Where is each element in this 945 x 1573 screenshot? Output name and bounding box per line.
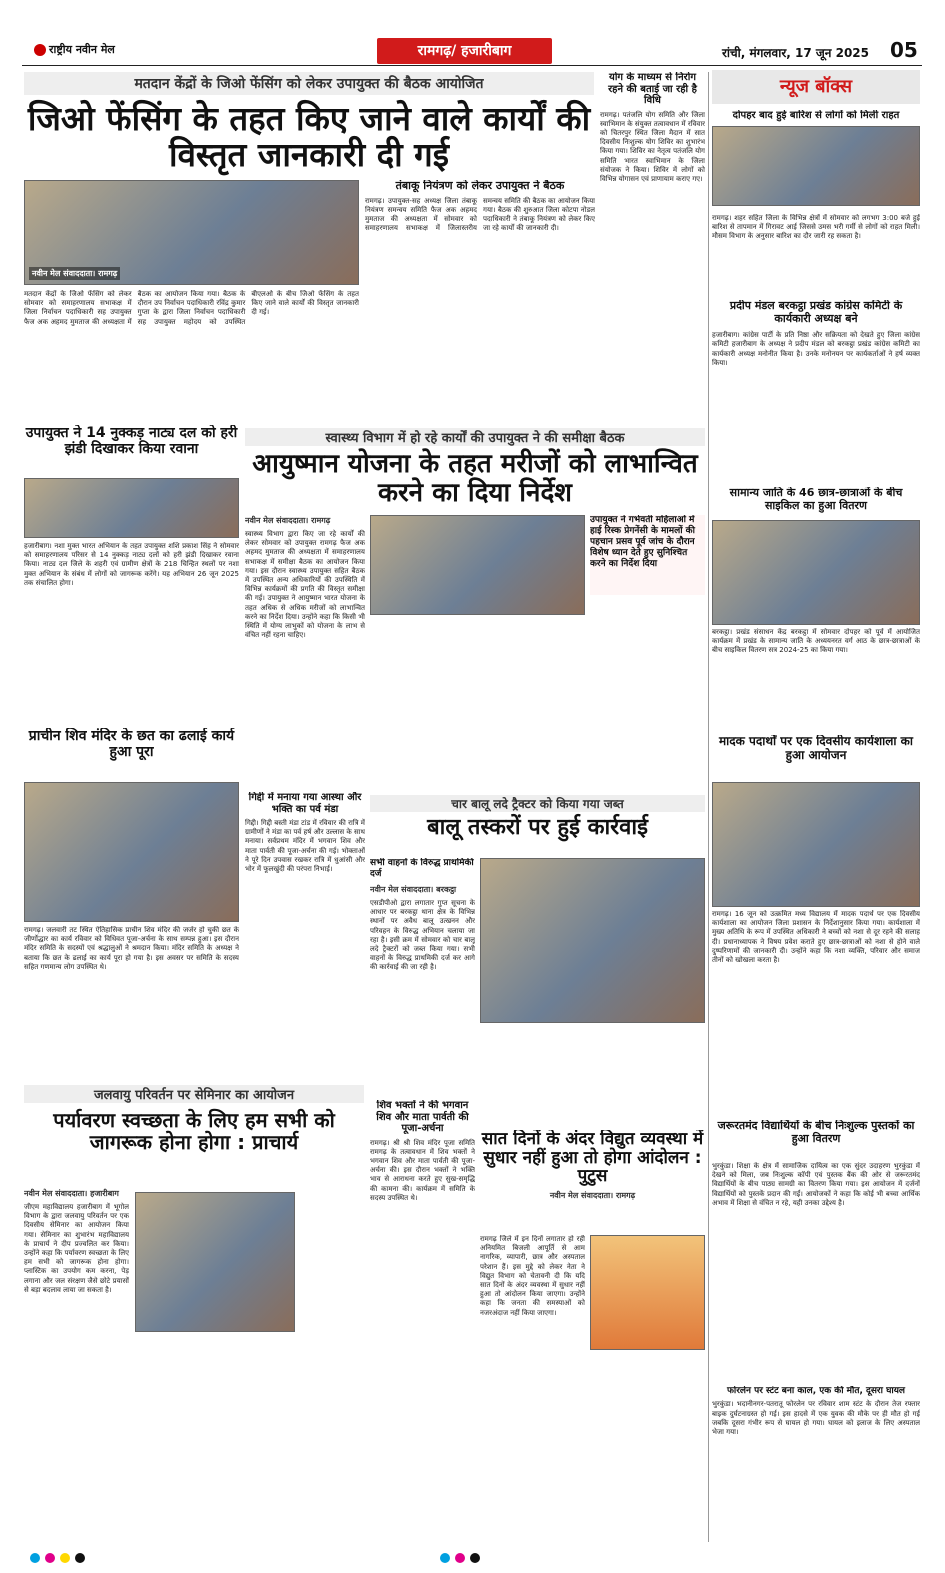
balu-headline: बालू तस्करों पर हुई कार्रवाई	[427, 815, 648, 840]
mandir-headline: शिव भक्तों ने की भगवान शिव और माता पार्वती की पूजा-अर्चना	[376, 1100, 469, 1134]
reg-mark-yellow	[60, 1553, 70, 1563]
accident-story	[712, 1386, 920, 1536]
balu-photo	[480, 858, 705, 1023]
jalvayu-headline: पर्यावरण स्वच्छता के लिए हम सभी को जागरूक होना होगा : प्राचार्य	[53, 1108, 335, 1154]
madak-headline: मादक पदार्थों पर एक दिवसीय कार्यशाला का हुआ आयोजन	[718, 735, 914, 762]
vidyut-byline: नवीन मेल संवाददाता। रामगढ़	[549, 1191, 636, 1201]
madak-header	[712, 735, 920, 780]
balu-kicker: चार बालू लदे ट्रैक्टर को किया गया जब्त	[370, 795, 705, 812]
accident-body: भुरकुंडा। भदानीनगर-पतरातू फोरलेन पर रविवार शाम स्टंट के दौरान तेज रफ्तार बाइक दुर्घटनाग्रस्त हो गई। इस हादसे में एक युवक की मौके पर ही मौत हो गई जबकि दूसरा गंभीर रूप से घायल हो गया। घायल को इलाज के लिए अस्पताल भेजा गया।	[712, 1400, 920, 1436]
brand	[34, 42, 115, 57]
vidyut-body: रामगढ़ जिले में इन दिनों लगातार हो रही अनियमित बिजली आपूर्ति से आम नागरिक, व्यापारी, छात्र और अस्पताल परेशान हैं। इस मुद्दे को लेकर नेता ने विद्युत विभाग को चेतावनी दी कि यदि सात दिनों के अंदर व्यवस्था में सुधार नहीं हुआ तो आंदोलन किया जाएगा। उन्होंने कहा कि जनता की समस्याओं को नजरअंदाज नहीं किया जाएगा।	[480, 1235, 585, 1317]
rain-photo	[712, 126, 920, 206]
brand-logo-icon	[34, 44, 46, 56]
jalvayu-byline: नवीन मेल संवाददाता। हजारीबाग	[24, 1189, 119, 1198]
header-rule	[22, 65, 922, 66]
reg-mark-cyan-2	[440, 1553, 450, 1563]
ayushman-kicker: स्वास्थ्य विभाग में हो रहे कार्यों की उपायुक्त ने की समीक्षा बैठक	[245, 428, 705, 446]
vidyut-header	[480, 1130, 705, 1230]
newsbox-title	[712, 70, 920, 104]
reg-mark-cyan	[30, 1553, 40, 1563]
pustak-body: भुरकुंडा। शिक्षा के क्षेत्र में सामाजिक दायित्व का एक सुंदर उदाहरण भुरकुंडा में देखने को मिला, जब निःशुल्क कॉपी एवं पुस्तक बैंक की ओर से जरूरतमंद विद्यार्थियों के बीच पाठ्य सामग्री का वितरण किया गया। इस आयोजन में दर्जनों विद्यार्थियों को पुस्तकें प्रदान की गईं। आयोजकों ने कहा कि कोई भी बच्चा आर्थिक अभाव में शिक्षा से वंचित न रहे, यही उनका उद्देश्य है।	[712, 1162, 920, 1207]
madak-body: रामगढ़। 16 जून को उत्क्रमित मध्य विद्यालय में मादक पदार्थ पर एक दिवसीय कार्यशाला का आयोजन जिला प्रशासन के निर्देशानुसार किया गया। कार्यशाला में मुख्य अतिथि के रूप में उपस्थित अधिकारी ने बच्चों को नशा से दूर रहने की सलाह दी। प्रधानाध्यापक ने विषय प्रवेश कराते हुए छात्र-छात्राओं को नशा से होने वाले दुष्परिणामों की जानकारी दी। उन्होंने कहा कि नशा व्यक्ति, परिवार और समाज तीनों को खोखला करता है।	[712, 910, 920, 965]
cycle-headline: सामान्य जाति के 46 छात्र-छात्राओं के बीच साइकिल का हुआ वितरण	[729, 487, 903, 512]
nukkad-photo	[24, 478, 239, 538]
shiv-photo	[24, 782, 239, 922]
date-line: रांची, मंगलवार, 17 जून 2025	[722, 46, 869, 60]
giddi-body: गिद्दी। गिद्दी बस्ती मंडा टांड में रविवार की रात्रि में ग्रामीणों ने मंडा का पर्व हर्ष और उल्लास के साथ मनाया। सर्वप्रथम मंदिर में भगवान शिव और माता पार्वती की पूजा-अर्चना की गई। भोक्ताओं ने पूरे दिन उपवास रखकर रात्रि में धुआंसी और भोर में फूलखुंदी की परंपरा निभाई।	[245, 819, 365, 874]
masthead	[22, 36, 922, 66]
congress-headline: प्रदीप मंडल बरकट्ठा प्रखंड कांग्रेस कमिटी के कार्यकारी अध्यक्ष बने	[729, 300, 903, 325]
lead-story-header	[24, 72, 594, 192]
giddi-headline: गिद्दी में मनाया गया आस्था और भक्ति का पर्व मंडा	[248, 792, 362, 815]
rain-headline: दोपहर बाद हुई बारिश से लोगों को मिली राहत	[732, 110, 900, 121]
newsbox-title-a: न्यूज	[779, 76, 809, 97]
jalvayu-body: जीएम महाविद्यालय हजारीबाग में भूगोल विभाग के द्वारा जलवायु परिवर्तन पर एक दिवसीय सेमिनार का आयोजन किया गया। सेमिनार का शुभारंभ महाविद्यालय के प्राचार्य ने दीप प्रज्वलित कर किया। उन्होंने कहा कि पर्यावरण स्वच्छता के लिए हम सभी को जागरूक होना होगा। प्लास्टिक का उपयोग कम करना, पेड़ लगाना और जल संरक्षण जैसे छोटे प्रयासों से बड़ा बदलाव लाया जा सकता है।	[24, 1203, 129, 1294]
balu-body: एसडीपीओ द्वारा लगातार गुप्त सूचना के आधार पर बरकट्ठा थाना क्षेत्र के विभिन्न स्थानों पर अवैध बालू उत्खनन और परिवहन के विरुद्ध अभियान चलाया जा रहा है। इसी क्रम में सोमवार को चार बालू लदे ट्रैक्टरों को जब्त किया गया। सभी वाहनों के विरुद्ध प्राथमिकी दर्ज कर आगे की कार्रवाई की जा रही है।	[370, 899, 475, 972]
madak-photo	[712, 782, 920, 907]
yoga-body: रामगढ़। पतंजलि योग समिति और जिला स्वाभिमान के संयुक्त तत्वावधान में रविवार को चितरपुर स्थित जिला मैदान में सात दिवसीय निःशुल्क योग शिविर का शुभारंभ किया गया। शिविर का नेतृत्व पतंजलि योग समिति भारत स्वाभिमान के जिला संयोजक ने किया। शिविर में लोगों को विभिन्न योगासन एवं प्राणायाम कराए गए।	[600, 110, 705, 183]
cycle-body: बरकट्ठा। प्रखंड संसाधन केंद्र बरकट्ठा में सोमवार दोपहर को पूर्व में आयोजित कार्यक्रम में प्रखंड के सामान्य जाति के अध्ययनरत वर्ग आठ के छात्र-छात्राओं के बीच साइकिल वितरण सत्र 2024-25 का किया गया।	[712, 628, 920, 655]
tobacco-body: रामगढ़। उपायुक्त-सह अध्यक्ष जिला तंबाकू नियंत्रण समन्वय समिति फैज अक अहमद मुमताज की अध्यक्षता में सोमवार को समाहरणालय सभाकक्ष में जिलास्तरीय समन्वय समिति की बैठक का आयोजन किया गया। बैठक की शुरुआत जिला कोटपा नोडल पदाधिकारी ने तंबाकू नियंत्रण को लेकर किए जा रहे कार्यों की जानकारी दी।	[365, 196, 595, 233]
ayushman-left	[245, 515, 365, 815]
yoga-story	[600, 72, 705, 422]
vidyut-headline: सात दिनों के अंदर विद्युत व्यवस्था में सुधार नहीं हुआ तो होगा आंदोलन : पुटुस	[481, 1130, 704, 1187]
rain-story	[712, 110, 920, 208]
cycle-photo	[712, 520, 920, 625]
mandir-body: रामगढ़। श्री श्री शिव मंदिर पूजा समिति रामगढ़ के तत्वावधान में शिव भक्तों ने भगवान शिव और माता पार्वती की पूजा-अर्चना की। इस दौरान भक्तों ने भक्ति भाव से आराधना करते हुए सुख-समृद्धि की कामना की। कार्यक्रम में समिति के सदस्य उपस्थित थे।	[370, 1138, 475, 1202]
ayushman-body: स्वास्थ्य विभाग द्वारा किए जा रहे कार्यों की लेकर सोमवार को उपायुक्त रामगढ़ फैज अक अहमद मुमताज की अध्यक्षता में समाहरणालय सभाकक्ष में समीक्षा बैठक का आयोजन किया गया। इस दौरान स्वास्थ्य उपायुक्त सहित बैठक में उपस्थित अन्य अधिकारियों की उपस्थिति में विभिन्न कार्यक्रमों की प्रगति की विस्तृत समीक्षा की गई। उपायुक्त ने आयुष्मान भारत योजना के तहत अधिक से अधिक मरीजों को लाभान्वित करने का निर्देश दिया। उन्होंने कहा कि किसी भी स्थिति में योग्य लाभुकों को योजना के लाभ से वंचित नहीं रहना चाहिए।	[245, 530, 365, 640]
nukkad-header	[24, 425, 239, 475]
lead-photo	[24, 180, 359, 285]
jalvayu-photo	[135, 1192, 295, 1332]
lead-headline: जिओ फेंसिंग के तहत किए जाने वाले कार्यों की विस्तृत जानकारी दी गई	[27, 99, 591, 175]
ayushman-photo	[370, 515, 585, 615]
lead-body: मतदान केंद्रों के जिओ फेंसिंग को लेकर सोमवार को समाहरणालय सभाकक्ष में जिला निर्वाचन पदाधिकारी सह उपायुक्त फैज अक अहमद मुमताज की अध्यक्षता में बैठक का आयोजन किया गया। बैठक के दौरान उप निर्वाचन पदाधिकारी रविंद्र कुमार गुप्ता के द्वारा जिला निर्वाचन पदाधिकारी सह उपायुक्त महोदय को उपस्थित बीएलओ के बीच जिओ फेंसिंग के तहत किए जाने वाले कार्यों की विस्तृत जानकारी दी गई।	[24, 290, 359, 326]
pustak-header	[712, 1120, 920, 1160]
reg-mark-magenta-2	[455, 1553, 465, 1563]
tobacco-headline: तंबाकू नियंत्रण को लेकर उपायुक्त ने बैठक	[395, 180, 565, 192]
ayushman-byline: नवीन मेल संवाददाता। रामगढ़	[245, 516, 331, 525]
section-title: रामगढ़/ हजारीबाग	[377, 38, 552, 64]
reg-mark-black-2	[470, 1553, 480, 1563]
balu-left	[370, 858, 475, 1083]
ayushman-headline: आयुष्मान योजना के तहत मरीजों को लाभान्वित करने का दिया निर्देश	[252, 449, 698, 508]
shiv-headline: प्राचीन शिव मंदिर के छत का ढलाई कार्य हुआ पूरा	[28, 728, 235, 761]
nukkad-headline: उपायुक्त ने 14 नुक्कड़ नाट्य दल को हरी झंडी दिखाकर किया रवाना	[25, 425, 238, 458]
congress-story	[712, 300, 920, 480]
rain-body: रामगढ़। शहर सहित जिला के विभिन्न क्षेत्रों में सोमवार को लगभग 3:00 बजे हुई बारिश से तापमान में गिरावट आई जिससे उमस भरी गर्मी से लोगों को राहत मिली। मौसम विभाग के अनुसार बारिश का दौर जारी रह सकता है।	[712, 214, 920, 241]
ayushman-body-cont	[370, 620, 705, 790]
yoga-headline: योग के माध्यम से निरोग रहने की बताई जा रही है विधि	[608, 72, 697, 106]
nukkad-body: हजारीबाग। नशा मुक्त भारत अभियान के तहत उपायुक्त शशि प्रकाश सिंह ने सोमवार को समाहरणालय परिसर से 14 नुक्कड़ नाट्य दलों को हरी झंडी दिखाकर रवाना किया। नाट्य दल जिले के शहरी एवं ग्रामीण क्षेत्रों के 218 चिन्हित स्थलों पर नशा मुक्त अभियान के संबंध में लोगों को जागरूक करेंगे। यह अभियान 26 जून 2025 तक संचालित होगा।	[24, 542, 239, 587]
vidyut-photo	[590, 1235, 705, 1350]
lead-photo-caption: नवीन मेल संवाददाता। रामगढ़	[29, 267, 120, 280]
page-number: 05	[890, 38, 918, 62]
jalvayu-left	[24, 1188, 129, 1538]
shiv-body: रामगढ़। जलवारी तट स्थित ऐतिहासिक प्राचीन शिव मंदिर की जर्जर हो चुकी छत के जीर्णोद्धार का कार्य रविवार को विधिवत पूजा-अर्चना के साथ सम्पन्न हुआ। इस दौरान मंदिर समिति के सदस्यों एवं श्रद्धालुओं ने श्रमदान किया। मंदिर समिति के अध्यक्ष ने बताया कि छत के ढलाई का कार्य पूरा हो गया है। इस अवसर पर समिति के सदस्य सहित गणमान्य लोग उपस्थित थे।	[24, 926, 239, 971]
ayushman-header	[245, 428, 705, 513]
balu-subhead: सभी वाहनों के विरुद्ध प्राथमिकी दर्ज	[370, 858, 474, 879]
balu-header	[370, 795, 705, 863]
tobacco-story	[365, 180, 595, 418]
ayushman-pullquote-box	[590, 515, 705, 595]
column-divider	[708, 72, 709, 1542]
accident-headline: फोरलेन पर स्टंट बना काल, एक की मौत, दूसरा घायल	[726, 1386, 906, 1396]
reg-mark-magenta	[45, 1553, 55, 1563]
jalvayu-kicker: जलवायु परिवर्तन पर सेमिनार का आयोजन	[24, 1085, 364, 1103]
lead-kicker: मतदान केंद्रों के जिओ फेंसिंग को लेकर उपायुक्त की बैठक आयोजित	[24, 72, 594, 95]
congress-body: हजारीबाग। कांग्रेस पार्टी के प्रति निष्ठा और सक्रियता को देखते हुए जिला कांग्रेस कमिटी हजारीबाग के अध्यक्ष ने प्रदीप मंडल को बरकट्ठा प्रखंड कांग्रेस कमिटी का कार्यकारी अध्यक्ष मनोनीत किया है। उनके मनोनयन पर कार्यकर्ताओं ने हर्ष व्यक्त किया।	[712, 331, 920, 367]
newsbox-title-b: बॉक्स	[815, 76, 853, 97]
brand-name: राष्ट्रीय नवीन मेल	[49, 43, 115, 56]
pustak-headline: जरूरतमंद विद्यार्थियों के बीच निःशुल्क पुस्तकों का हुआ वितरण	[717, 1120, 915, 1145]
shiv-header	[24, 728, 239, 778]
mandir-story	[370, 1100, 475, 1540]
ayushman-pullquote: उपायुक्त ने गर्भवती महिलाओं में हाई रिस्क प्रेगनेंसी के मामलों की पहचान प्रसव पूर्व जांच के दौरान विशेष ध्यान देते हुए सुनिश्चित करने का निर्देश दिया	[590, 515, 695, 569]
jalvayu-header	[24, 1085, 364, 1185]
balu-byline: नवीन मेल संवाददाता। बरकट्ठा	[370, 885, 457, 894]
giddi-story	[245, 792, 365, 1082]
reg-mark-black	[75, 1553, 85, 1563]
